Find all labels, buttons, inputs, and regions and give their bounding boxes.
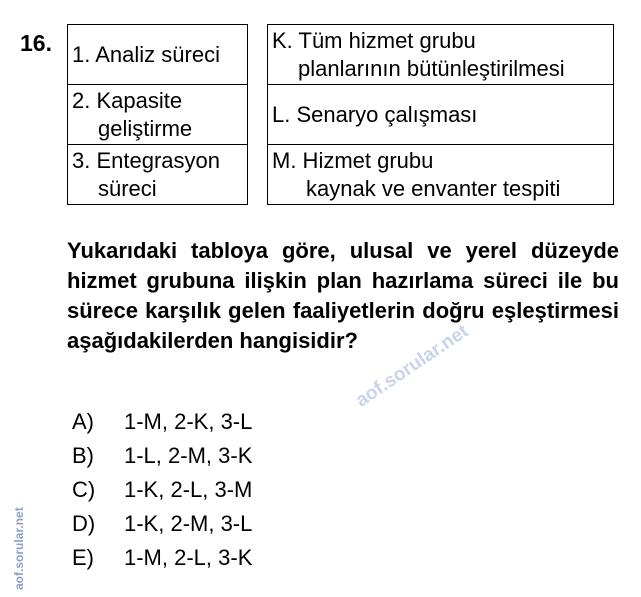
option-letter: B): [72, 443, 94, 468]
process-table: [67, 24, 248, 205]
option-a[interactable]: [72, 405, 252, 439]
question-text: Yukarıdaki tabloya göre, ulusal ve yerel düzeyde hizmet grubuna ilişkin plan hazırlama süreci ile bu sürece karşılık gelen faaliyetlerin doğru eşleştirmesi aşağıdakilerden hangisidir?: [67, 238, 619, 353]
option-letter: D): [72, 511, 96, 536]
option-text: 1-L, 2-M, 3-K: [124, 443, 253, 468]
process-item-3: 3. Entegrasyon süreci: [68, 145, 248, 205]
process-item-2: 2. Kapasite geliştirme: [68, 85, 248, 145]
option-c[interactable]: [72, 473, 252, 507]
activity-item-k: K. Tüm hizmet grubu planlarının bütünleştirilmesi: [268, 25, 614, 85]
answer-options: [72, 405, 252, 575]
option-letter: C): [72, 477, 96, 502]
process-item-1: 1. Analiz süreci: [68, 25, 248, 85]
option-letter: E): [72, 545, 94, 570]
watermark: aof.sorular.net: [352, 320, 473, 412]
option-text: 1-K, 2-M, 3-L: [124, 511, 253, 536]
option-text: 1-M, 2-L, 3-K: [124, 545, 253, 570]
option-b[interactable]: [72, 439, 252, 473]
option-e[interactable]: [72, 541, 252, 575]
question-number: 16.: [20, 30, 52, 56]
option-text: 1-K, 2-L, 3-M: [124, 477, 253, 502]
activity-item-l: L. Senaryo çalışması: [268, 85, 614, 145]
activity-table: [267, 24, 614, 205]
option-text: 1-M, 2-K, 3-L: [124, 409, 253, 434]
option-d[interactable]: [72, 507, 252, 541]
option-letter: A): [72, 409, 94, 434]
side-watermark: aof.sorular.net: [12, 507, 26, 590]
activity-item-m: M. Hizmet grubu kaynak ve envanter tespiti: [268, 145, 614, 205]
